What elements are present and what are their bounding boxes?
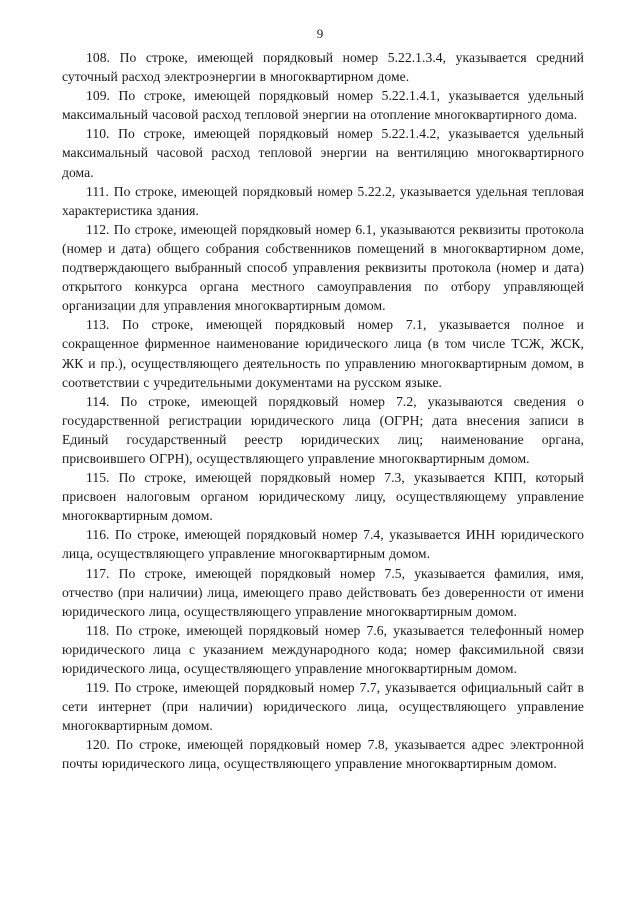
paragraph-118: 118. По строке, имеющей порядковый номер 7.6, указывается телефонный номер юридического лица с указанием международного кода; номер факсимильной связи юридического лица, осуществляющего управление многоквартирным домом. [62,622,584,676]
paragraph-110: 110. По строке, имеющей порядковый номер 5.22.1.4.2, указывается удельный максимальный часовой расход тепловой энергии на вентиляцию многоквартирного дома. [62,126,584,180]
paragraph-109: 109. По строке, имеющей порядковый номер 5.22.1.4.1, указывается удельный максимальный часовой расход тепловой энергии на отопление многоквартирного дома. [62,88,584,123]
paragraph-116: 116. По строке, имеющей порядковый номер 7.4, указывается ИНН юридического лица, осуществляющего управление многоквартирным домом. [62,527,584,562]
paragraph-114: 114. По строке, имеющей порядковый номер 7.2, указываются сведения о государственной регистрации юридического лица (ОГРН; дата внесения записи в Единый государственный реестр юридических лиц; наименование органа, присвоившего ОГРН), осуществляющего управление многоквартирным домом. [62,393,584,466]
paragraph-120: 120. По строке, имеющей порядковый номер 7.8, указывается адрес электронной почты юридического лица, осуществляющего управление многоквартирным домом. [62,737,584,772]
document-body [62,48,584,774]
paragraph-115: 115. По строке, имеющей порядковый номер 7.3, указывается КПП, который присвоен налоговым органом юридическому лицу, осуществляющему управление многоквартирным домом. [62,470,584,524]
paragraph-112: 112. По строке, имеющей порядковый номер 6.1, указываются реквизиты протокола (номер и дата) общего собрания собственников помещений в многоквартирном доме, подтверждающего выбранный способ управления реквизиты протокола (номер и дата) открытого конкурса органа местного самоуправления по отбору управляющей организации для управления многоквартирным домом. [62,221,584,314]
page-number: 9 [316,26,324,41]
paragraph-108: 108. По строке, имеющей порядковый номер 5.22.1.3.4, указывается средний суточный расход электроэнергии в многоквартирном доме. [62,50,584,85]
paragraph-119: 119. По строке, имеющей порядковый номер 7.7, указывается официальный сайт в сети интернет (при наличии) юридического лица, осуществляющего управление многоквартирным домом. [62,680,584,734]
paragraph-117: 117. По строке, имеющей порядковый номер 7.5, указывается фамилия, имя, отчество (при наличии) лица, имеющего право действовать без доверенности от имени юридического лица, осуществляющего управление многоквартирным домом. [62,565,584,619]
paragraph-113: 113. По строке, имеющей порядковый номер 7.1, указывается полное и сокращенное фирменное наименование юридического лица (в том числе ТСЖ, ЖСК, ЖК и пр.), осуществляющего деятельность по управлению многоквартирным домом, в соответствии с учредительными документами на русском языке. [62,317,584,390]
paragraph-111: 111. По строке, имеющей порядковый номер 5.22.2, указывается удельная тепловая характеристика здания. [62,183,584,218]
